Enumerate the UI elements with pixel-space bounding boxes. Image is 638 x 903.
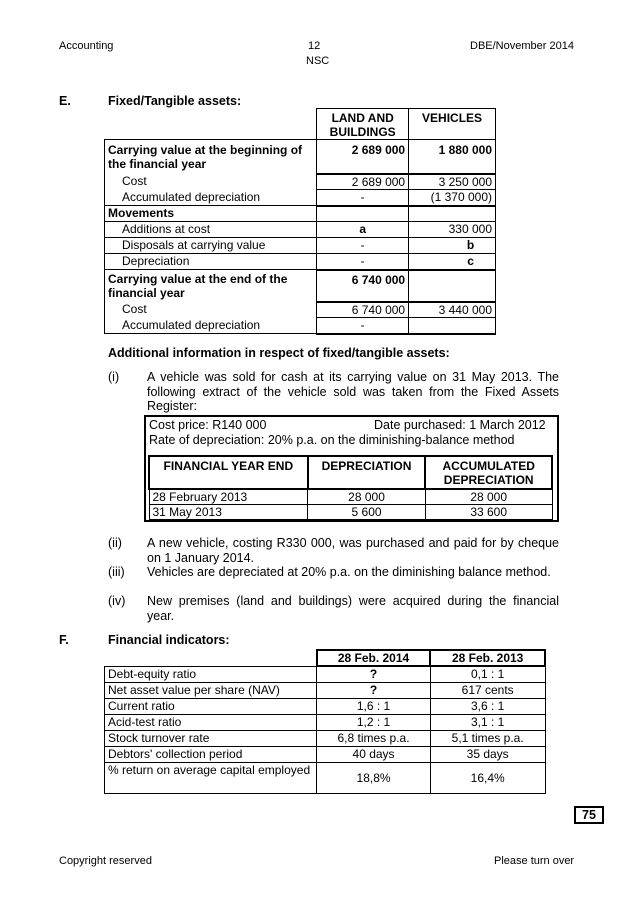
register-cost-price: Cost price: R140 000 [149, 418, 267, 432]
table-row [149, 505, 552, 520]
item-iv-number: (iv) [108, 594, 126, 608]
section-f-title: Financial indicators: [108, 633, 230, 647]
row-cost-end: Cost [105, 302, 317, 318]
row-movements: Movements [105, 206, 317, 222]
table-row [105, 746, 546, 762]
debtors-collection-2013: 35 days [430, 746, 545, 762]
acid-test-2014: 1,2 : 1 [317, 714, 431, 730]
cost-end-land: 6 740 000 [317, 302, 409, 318]
cost-vehicles: 3 250 000 [409, 174, 496, 190]
register-header-depreciation: DEPRECIATION [308, 456, 426, 489]
table-row [105, 762, 546, 793]
col-land-header: LAND AND BUILDINGS [317, 109, 409, 140]
debtors-collection-2014: 40 days [317, 746, 431, 762]
indicator-nav: Net asset value per share (NAV) [105, 682, 317, 698]
disposals-vehicles: b [409, 238, 496, 254]
current-ratio-2014: 1,6 : 1 [317, 698, 431, 714]
register-row1-accumulated: 28 000 [425, 489, 552, 505]
footer-copyright: Copyright reserved [59, 855, 152, 867]
depreciation-land: - [317, 254, 409, 270]
fixed-assets-table [104, 108, 496, 335]
row-cv-begin: Carrying value at the beginning of the financial year [105, 140, 317, 174]
register-header-accumulated: ACCUMULATED DEPRECIATION [425, 456, 552, 489]
table-row [105, 666, 546, 682]
indicator-debtors-collection: Debtors' collection period [105, 746, 317, 762]
indicator-header-2014: 28 Feb. 2014 [317, 650, 431, 666]
financial-indicators-table [104, 649, 546, 794]
indicator-stock-turnover: Stock turnover rate [105, 730, 317, 746]
marks-box: 75 [574, 806, 604, 824]
item-i-text: A vehicle was sold for cash at its carrying value on 31 May 2013. The following extract of the vehicle sold was taken from the Fixed Assets Register: [147, 370, 559, 413]
accdep-vehicles: (1 370 000) [409, 190, 496, 206]
cv-begin-vehicles: 1 880 000 [409, 140, 496, 174]
row-additions: Additions at cost [105, 222, 317, 238]
depreciation-schedule-table [148, 455, 553, 520]
row-depreciation: Depreciation [105, 254, 317, 270]
table-row [149, 489, 552, 505]
row-cv-end: Carrying value at the end of the financial year [105, 270, 317, 302]
item-ii-text: A new vehicle, costing R330 000, was purchased and paid for by cheque on 1 January 2014. [147, 536, 559, 565]
indicator-current-ratio: Current ratio [105, 698, 317, 714]
additional-info-title: Additional information in respect of fixed/tangible assets: [108, 346, 450, 360]
cv-end-land: 6 740 000 [317, 270, 409, 302]
header-page-number: 12 [308, 40, 321, 52]
register-row2-accumulated: 33 600 [425, 505, 552, 520]
indicator-header-2013: 28 Feb. 2013 [430, 650, 545, 666]
item-iii-number: (iii) [108, 565, 125, 579]
cost-end-vehicles: 3 440 000 [409, 302, 496, 318]
footer-turn-over: Please turn over [494, 855, 575, 867]
col-vehicles-header: VEHICLES [409, 109, 496, 140]
register-row2-depreciation: 5 600 [308, 505, 426, 520]
register-row1-depreciation: 28 000 [308, 489, 426, 505]
stock-turnover-2014: 6,8 times p.a. [317, 730, 431, 746]
section-e-title: Fixed/Tangible assets: [108, 94, 242, 108]
accdep-end-land: - [317, 318, 409, 334]
return-capital-2014: 18,8% [317, 762, 431, 793]
additions-vehicles: 330 000 [409, 222, 496, 238]
nav-2014: ? [317, 682, 431, 698]
table-row [105, 730, 546, 746]
item-iv-text: New premises (land and buildings) were acquired during the financial year. [147, 594, 559, 623]
table-row [105, 714, 546, 730]
item-ii-number: (ii) [108, 536, 122, 550]
acid-test-2013: 3,1 : 1 [430, 714, 545, 730]
indicator-debt-equity: Debt-equity ratio [105, 666, 317, 682]
accdep-land: - [317, 190, 409, 206]
header-nsc: NSC [306, 55, 330, 67]
section-e-letter: E. [59, 94, 71, 108]
item-iii-text: Vehicles are depreciated at 20% p.a. on the diminishing balance method. [147, 565, 551, 579]
indicator-return-capital: % return on average capital employed [105, 762, 317, 793]
register-row1-date: 28 February 2013 [149, 489, 308, 505]
debt-equity-2014: ? [317, 666, 431, 682]
register-date-purchased: Date purchased: 1 March 2012 [374, 418, 546, 432]
indicator-acid-test: Acid-test ratio [105, 714, 317, 730]
header-subject: Accounting [59, 40, 114, 52]
table-row [105, 682, 546, 698]
item-i-number: (i) [108, 370, 120, 384]
nav-2013: 617 cents [430, 682, 545, 698]
row-accdep-end: Accumulated depreciation [105, 318, 317, 334]
register-header-year-end: FINANCIAL YEAR END [149, 456, 308, 489]
register-rate: Rate of depreciation: 20% p.a. on the diminishing-balance method [149, 433, 515, 447]
table-row [105, 698, 546, 714]
row-disposals: Disposals at carrying value [105, 238, 317, 254]
additions-land: a [317, 222, 409, 238]
return-capital-2013: 16,4% [430, 762, 545, 793]
cv-begin-land: 2 689 000 [317, 140, 409, 174]
stock-turnover-2013: 5,1 times p.a. [430, 730, 545, 746]
row-cost: Cost [105, 174, 317, 190]
section-f-letter: F. [59, 633, 69, 647]
row-accumulated-depreciation: Accumulated depreciation [105, 190, 317, 206]
debt-equity-2013: 0,1 : 1 [430, 666, 545, 682]
depreciation-vehicles: c [409, 254, 496, 270]
register-row2-date: 31 May 2013 [149, 505, 308, 520]
current-ratio-2013: 3,6 : 1 [430, 698, 545, 714]
header-exam: DBE/November 2014 [470, 40, 574, 52]
cost-land: 2 689 000 [317, 174, 409, 190]
disposals-land: - [317, 238, 409, 254]
